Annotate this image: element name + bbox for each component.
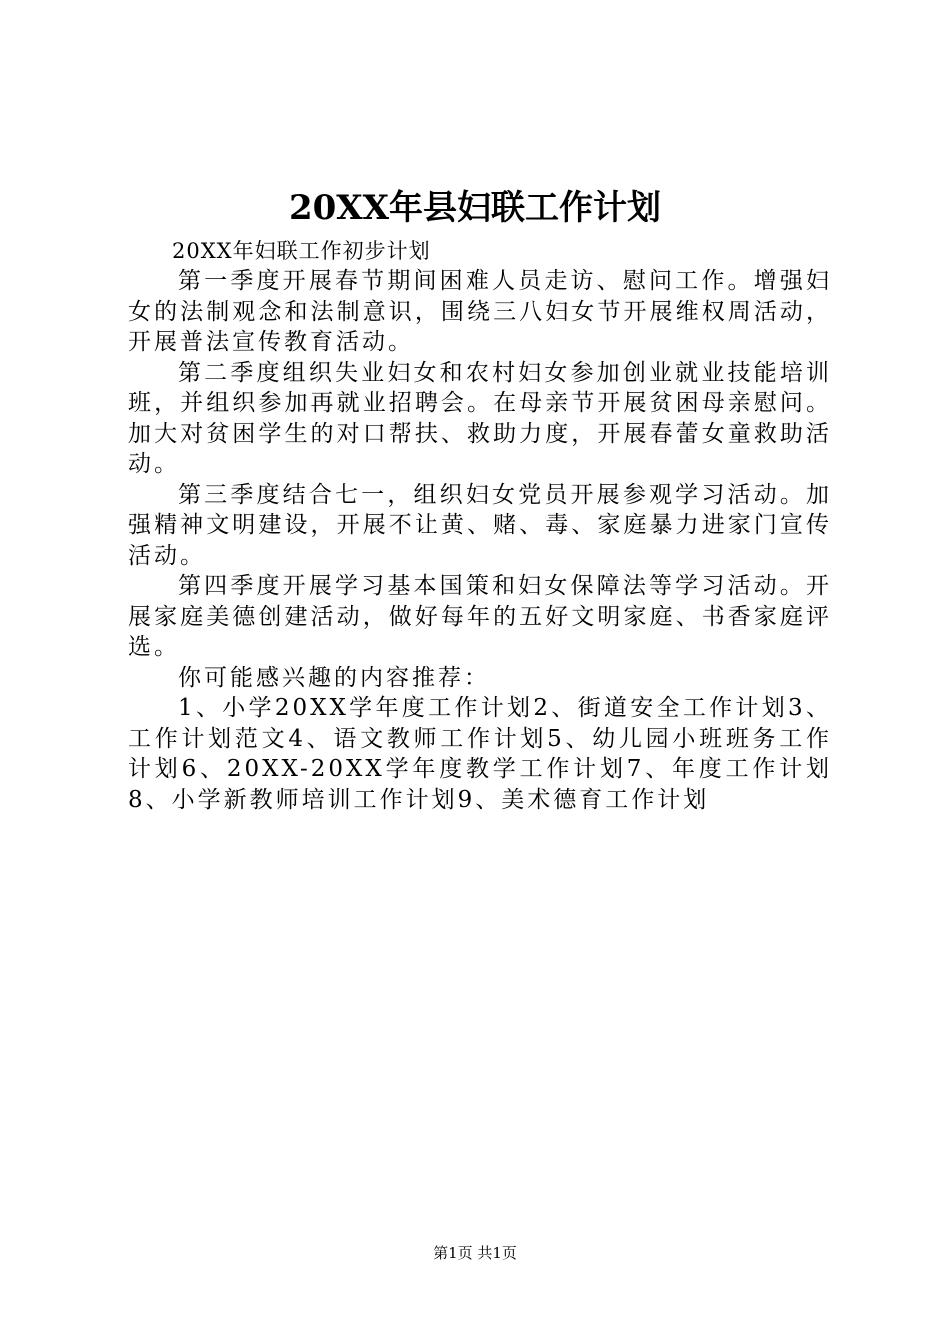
document-title: 20XX年县妇联工作计划 [288, 188, 662, 228]
paragraph-q1: 第一季度开展春节期间困难人员走访、慰问工作。增强妇女的法制观念和法制意识，围绕三八妇女节开展维权周活动，开展普法宣传教育活动。 [128, 268, 832, 355]
document-body [128, 236, 832, 815]
page-footer: 第1页 共1页 [433, 1244, 517, 1262]
document-subtitle: 20XX年妇联工作初步计划 [172, 239, 431, 263]
paragraph-q4: 第四季度开展学习基本国策和妇女保障法等学习活动。开展家庭美德创建活动，做好每年的五好文明家庭、书香家庭评选。 [128, 573, 832, 660]
paragraph-q3: 第三季度结合七一，组织妇女党员开展参观学习活动。加强精神文明建设，开展不让黄、赌、毒、家庭暴力进家门宣传活动。 [128, 481, 832, 569]
recommend-heading: 你可能感兴趣的内容推荐： [178, 664, 490, 691]
paragraph-q2: 第二季度组织失业妇女和农村妇女参加创业就业技能培训班，并组织参加再就业招聘会。在母亲节开展贫困母亲慰问。加大对贫困学生的对口帮扶、救助力度，开展春蕾女童救助活动。 [128, 359, 832, 477]
recommend-list: 1、小学20XX学年度工作计划2、街道安全工作计划3、工作计划范文4、语文教师工作计划5、幼儿园小班班务工作计划6、20XX-20XX学年度教学工作计划7、年度工作计划8、小学新教师培训工作计划9、美术德育工作计划 [128, 695, 832, 813]
